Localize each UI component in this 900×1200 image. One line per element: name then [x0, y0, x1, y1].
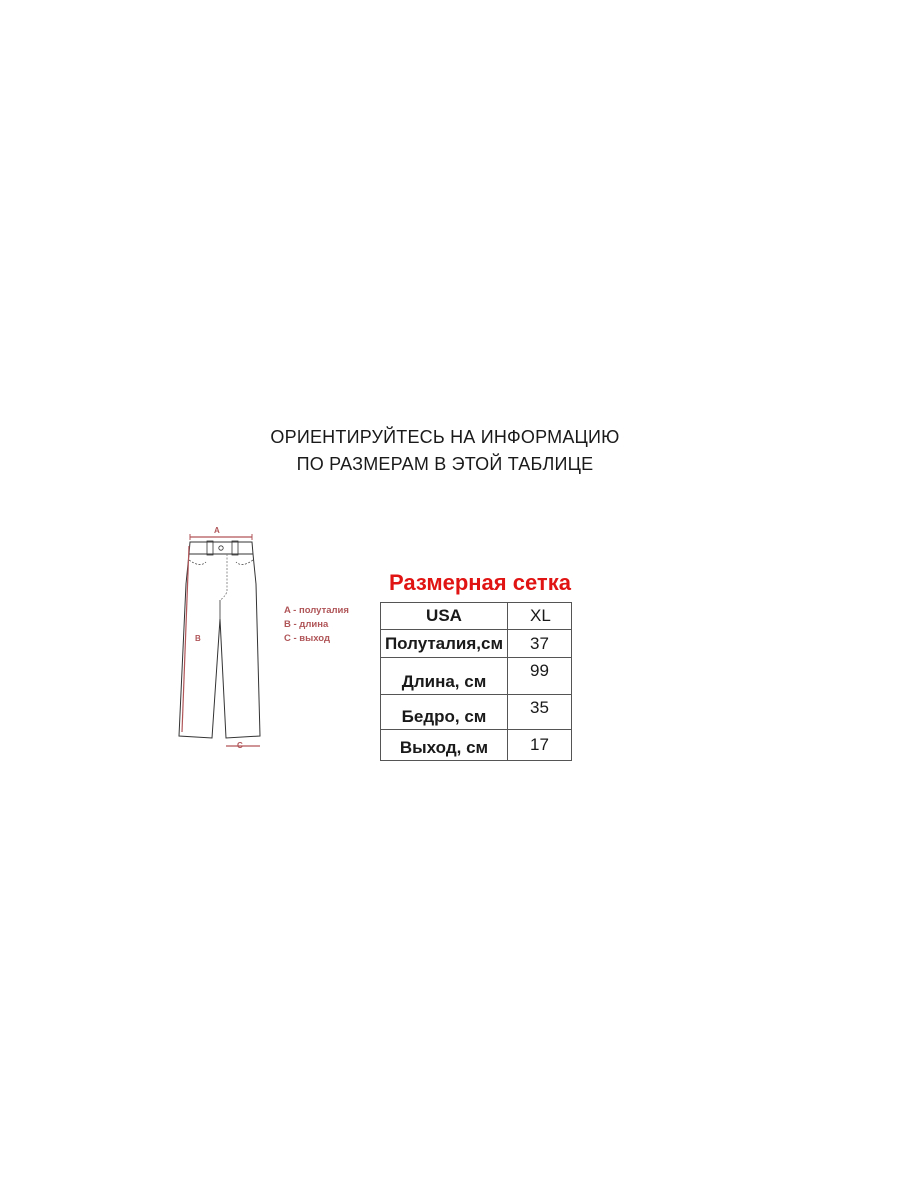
- value-cell: 37: [508, 630, 572, 658]
- param-cell: Полуталия,см: [381, 630, 508, 658]
- label-a: A: [214, 526, 220, 535]
- pants-outline-icon: [170, 524, 270, 754]
- table-header-row: [381, 603, 572, 630]
- label-b: B: [195, 634, 201, 643]
- table-row: [381, 658, 572, 695]
- value-cell: 17: [508, 730, 572, 761]
- param-cell: Бедро, см: [381, 695, 508, 730]
- table-row: [381, 630, 572, 658]
- param-cell: Выход, см: [381, 730, 508, 761]
- size-chart-table: [380, 602, 572, 761]
- diagram-legend: [284, 604, 349, 646]
- value-cell: 99: [508, 658, 572, 695]
- value-cell: 35: [508, 695, 572, 730]
- legend-item-a: A - полуталия: [284, 605, 349, 616]
- page-heading: [0, 424, 890, 478]
- header-size-cell: XL: [508, 603, 572, 630]
- heading-line-1: ОРИЕНТИРУЙТЕСЬ НА ИНФОРМАЦИЮ: [270, 427, 620, 447]
- size-chart-title: Размерная сетка: [389, 570, 571, 595]
- label-c: C: [237, 741, 243, 750]
- legend-item-c: C - выход: [284, 633, 331, 644]
- heading-line-2: ПО РАЗМЕРАМ В ЭТОЙ ТАБЛИЦЕ: [296, 454, 594, 474]
- param-cell: Длина, см: [381, 658, 508, 695]
- table-row: [381, 695, 572, 730]
- legend-item-b: B - длина: [284, 619, 329, 630]
- header-param-cell: USA: [381, 603, 508, 630]
- table-row: [381, 730, 572, 761]
- pants-diagram: [170, 524, 270, 754]
